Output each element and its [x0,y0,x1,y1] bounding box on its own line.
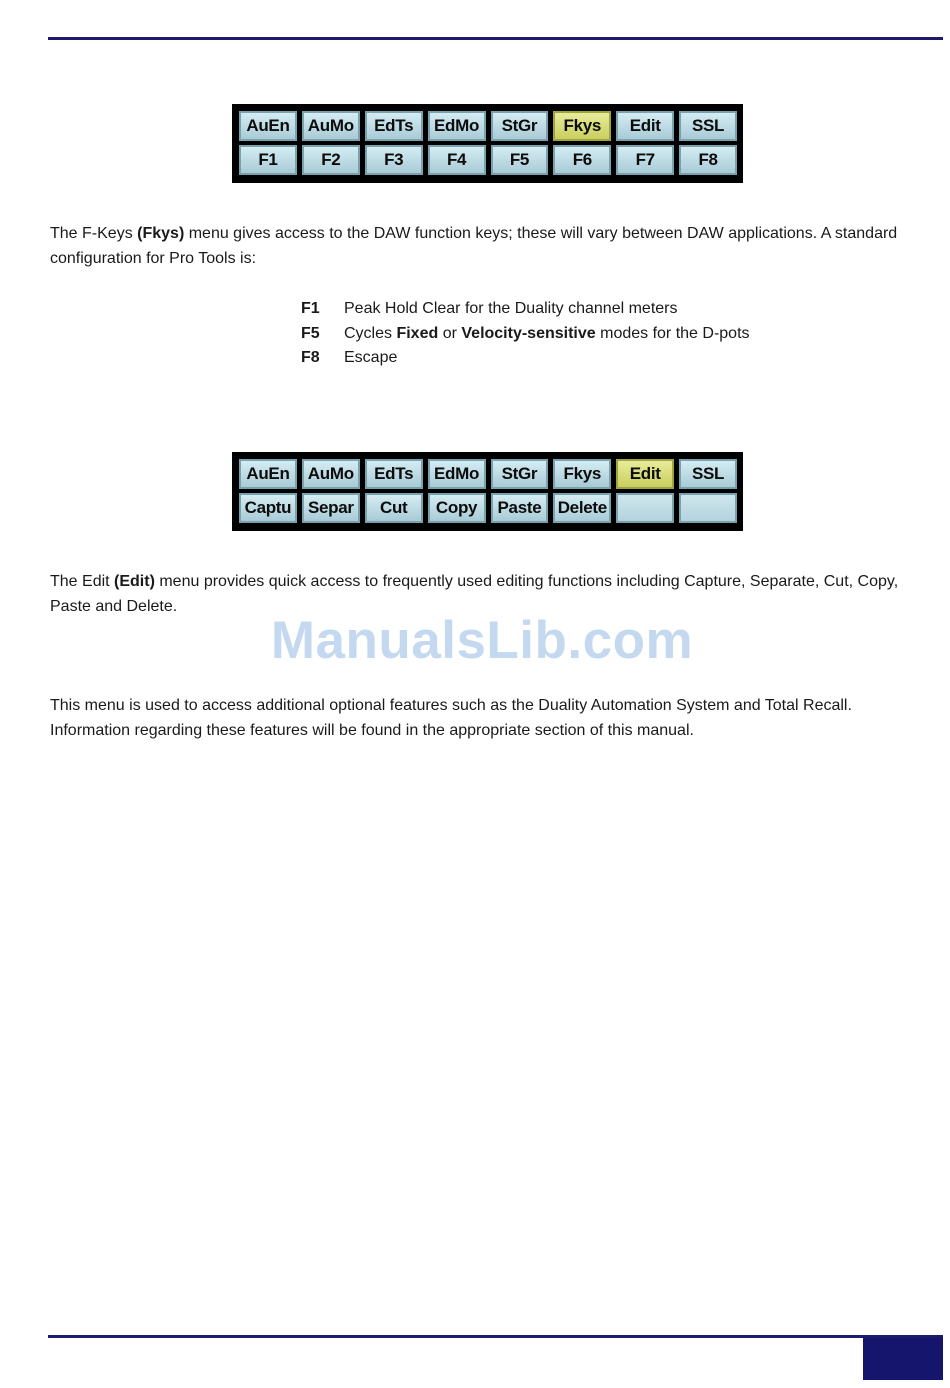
edit-desc-suffix: menu provides quick access to frequently used editing functions including Capture, Separate, Cut, Copy, Paste and Delete. [50,573,899,615]
panel-top-row [239,111,737,141]
list-item [301,346,750,371]
key-cut[interactable]: Cut [365,493,423,523]
key-stgr[interactable]: StGr [491,459,549,489]
list-item [301,297,750,322]
key-edts[interactable]: EdTs [365,111,423,141]
page-number-tab [863,1338,943,1380]
panel-top-row [239,459,737,489]
panel-bottom-row [239,493,737,523]
edit-desc-prefix: The Edit [50,573,115,590]
key-f2[interactable]: F2 [302,145,360,175]
fkey-description [344,322,750,347]
key-edit[interactable]: Edit [616,111,674,141]
key-separate[interactable]: Separ [302,493,360,523]
key-edit-active[interactable]: Edit [616,459,674,489]
key-aumo[interactable]: AuMo [302,111,360,141]
key-f8[interactable]: F8 [679,145,737,175]
edit-desc-bold: (Edit) [114,573,155,590]
fkey-description: Escape [344,349,398,366]
fkeys-desc-prefix: The F-Keys [50,225,138,242]
key-paste[interactable]: Paste [491,493,549,523]
fkey-label: F8 [301,349,320,366]
key-fkys-active[interactable]: Fkys [553,111,611,141]
key-edmo[interactable]: EdMo [428,111,486,141]
desc-part: Cycles [344,324,397,342]
list-item [301,322,750,347]
key-auen[interactable]: AuEn [239,459,297,489]
fkey-label: F5 [301,324,320,342]
edit-menu-panel [232,452,743,531]
key-fkys[interactable]: Fkys [553,459,611,489]
key-copy[interactable]: Copy [428,493,486,523]
desc-part: or [438,324,462,342]
key-f6[interactable]: F6 [553,145,611,175]
key-f1[interactable]: F1 [239,145,297,175]
key-f7[interactable]: F7 [616,145,674,175]
watermark: ManualsLib.com [270,611,694,670]
fkeys-desc-suffix: menu gives access to the DAW function keys; these will vary between DAW applications. A standard configuration for Pro Tools is: [50,225,898,267]
key-f4[interactable]: F4 [428,145,486,175]
key-blank[interactable] [679,493,737,523]
key-ssl[interactable]: SSL [679,111,737,141]
key-ssl[interactable]: SSL [679,459,737,489]
key-capture[interactable]: Captu [239,493,297,523]
fkeys-menu-panel [232,104,743,183]
fkeys-description [50,221,920,271]
key-stgr[interactable]: StGr [491,111,549,141]
desc-bold-velocity: Velocity-sensitive [461,324,596,342]
fkey-description: Peak Hold Clear for the Duality channel meters [344,300,678,317]
footer-rule [48,1335,943,1338]
desc-bold-fixed: Fixed [396,324,439,342]
key-edts[interactable]: EdTs [365,459,423,489]
key-delete[interactable]: Delete [553,493,611,523]
fkey-label: F1 [301,300,320,317]
panel-bottom-row [239,145,737,175]
key-aumo[interactable]: AuMo [302,459,360,489]
key-f5[interactable]: F5 [491,145,549,175]
fkey-function-list [301,297,750,371]
key-blank[interactable] [616,493,674,523]
ssl-description: This menu is used to access additional optional features such as the Duality Automation System and Total Recall. Information regarding these features will be found in the appropriate section of this manual. [50,697,852,739]
header-rule [48,37,943,40]
desc-part: modes for the D-pots [595,324,750,342]
key-f3[interactable]: F3 [365,145,423,175]
key-edmo[interactable]: EdMo [428,459,486,489]
fkeys-desc-bold: (Fkys) [137,225,185,242]
key-auen[interactable]: AuEn [239,111,297,141]
